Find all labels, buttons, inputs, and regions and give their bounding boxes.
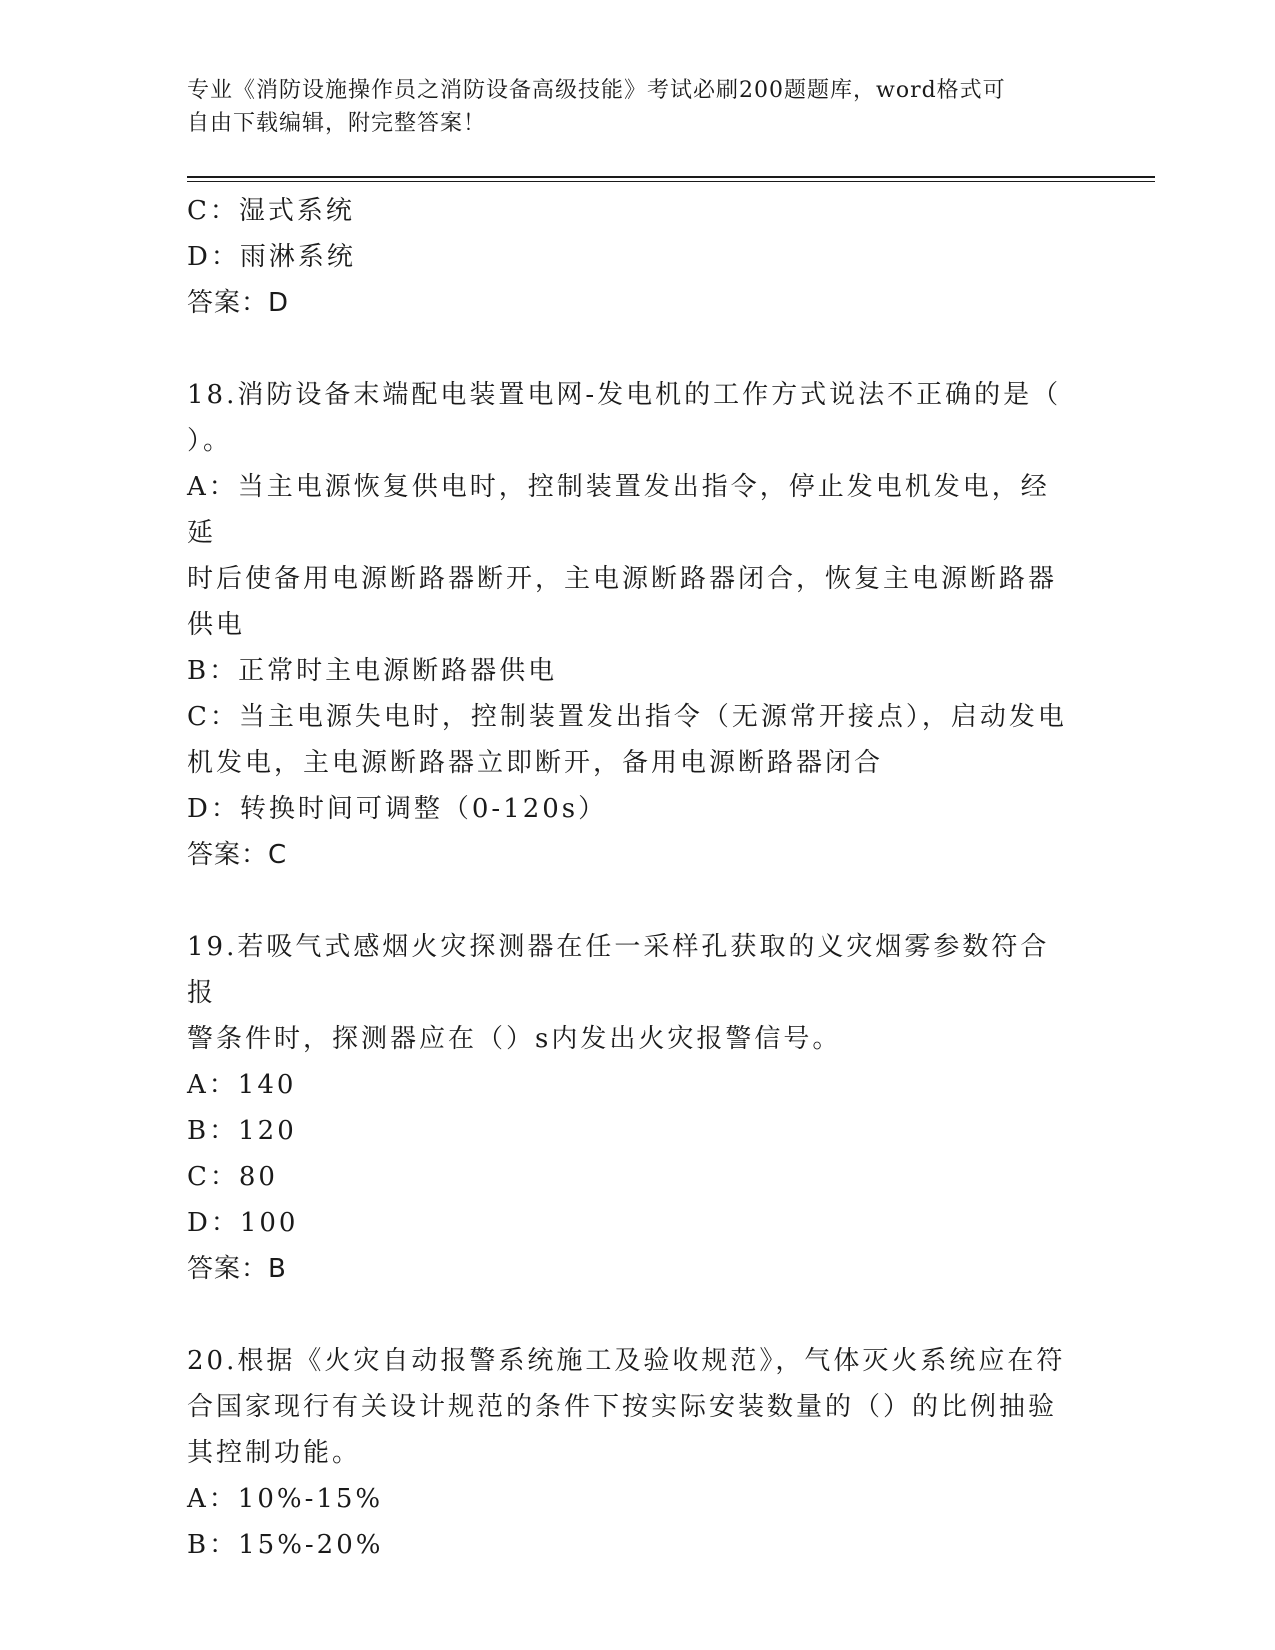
header-rule-thin bbox=[187, 181, 1155, 182]
option-c: C：80 bbox=[187, 1162, 278, 1192]
question-stem-line: 合国家现行有关设计规范的条件下按实际安装数量的（）的比例抽验 bbox=[187, 1392, 1058, 1422]
header-line-2: 自由下载编辑，附完整答案！ bbox=[187, 111, 487, 136]
header-line-1: 专业《消防设施操作员之消防设备高级技能》考试必刷200题题库，word格式可 bbox=[187, 78, 1006, 103]
spacer bbox=[187, 878, 1067, 924]
option-b: B：120 bbox=[187, 1116, 297, 1146]
continued-question bbox=[187, 188, 1067, 326]
document-header bbox=[187, 74, 1067, 140]
spacer bbox=[187, 1292, 1067, 1338]
question-19 bbox=[187, 924, 1067, 1292]
option-a-continued: 时后使备用电源断路器断开，主电源断路器闭合，恢复主电源断路器 bbox=[187, 564, 1058, 594]
option-c: C：湿式系统 bbox=[187, 196, 355, 226]
answer-line: 答案：C bbox=[187, 840, 288, 870]
option-d: D：雨淋系统 bbox=[187, 242, 356, 272]
question-stem-line: 20.根据《火灾自动报警系统施工及验收规范》，气体灭火系统应在符 bbox=[187, 1346, 1066, 1376]
document-body bbox=[187, 188, 1067, 1568]
option-a: A：140 bbox=[187, 1070, 297, 1100]
question-18 bbox=[187, 372, 1067, 878]
question-stem-line: ）。 bbox=[187, 426, 233, 456]
option-a: A：10%-15% bbox=[187, 1484, 384, 1514]
option-b: B：正常时主电源断路器供电 bbox=[187, 656, 558, 686]
option-d: D：转换时间可调整（0-120s） bbox=[187, 794, 608, 824]
option-a: A：当主电源恢复供电时，控制装置发出指令，停止发电机发电，经延 bbox=[187, 472, 1050, 548]
option-d: D：100 bbox=[187, 1208, 299, 1238]
option-c-continued: 机发电，主电源断路器立即断开，备用电源断路器闭合 bbox=[187, 748, 884, 778]
answer-line: 答案：B bbox=[187, 1254, 287, 1284]
question-stem-line: 18.消防设备末端配电装置电网-发电机的工作方式说法不正确的是（ bbox=[187, 380, 1062, 410]
question-20 bbox=[187, 1338, 1067, 1568]
question-stem-line: 19.若吸气式感烟火灾探测器在任一采样孔获取的义灾烟雾参数符合报 bbox=[187, 932, 1050, 1008]
question-stem-line: 警条件时，探测器应在（）s内发出火灾报警信号。 bbox=[187, 1024, 842, 1054]
option-a-continued: 供电 bbox=[187, 610, 246, 640]
option-c: C：当主电源失电时，控制装置发出指令（无源常开接点），启动发电 bbox=[187, 702, 1067, 732]
question-stem-line: 其控制功能。 bbox=[187, 1438, 362, 1468]
header-rule-thick bbox=[187, 176, 1155, 178]
answer-line: 答案：D bbox=[187, 288, 290, 318]
spacer bbox=[187, 326, 1067, 372]
option-b: B：15%-20% bbox=[187, 1530, 384, 1560]
